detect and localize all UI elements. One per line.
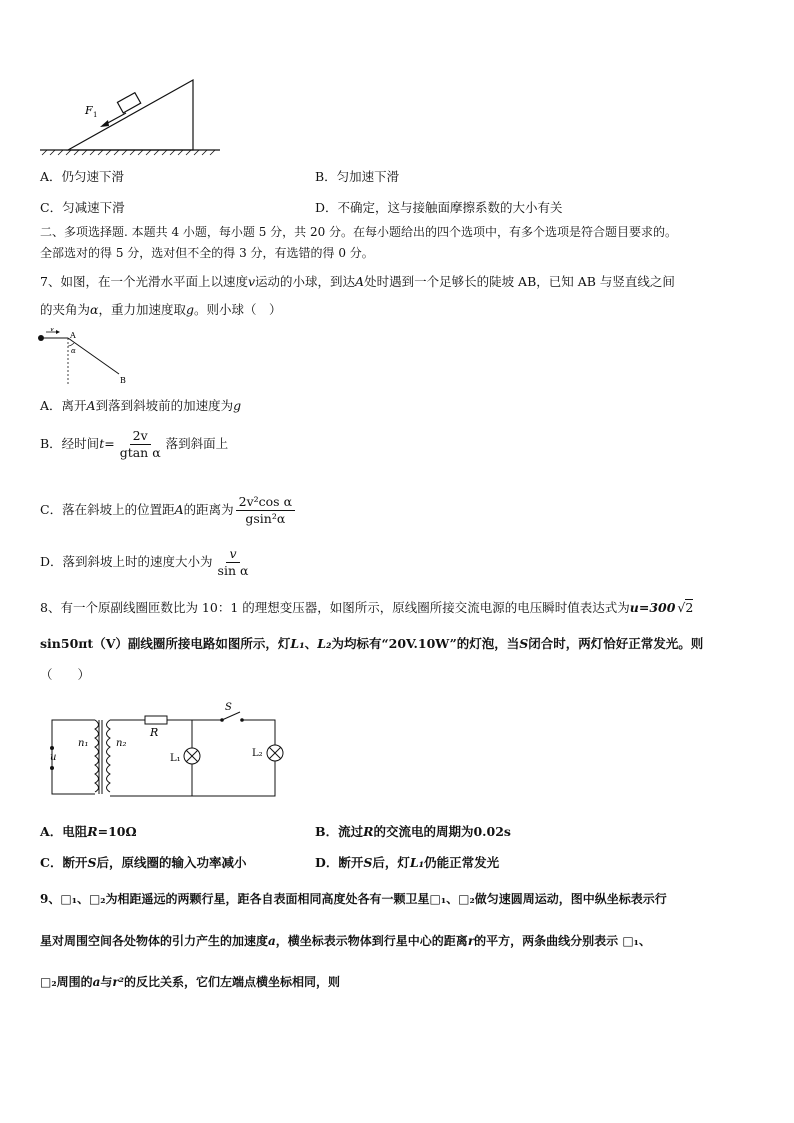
q7-option-d: D．落到斜坡上时的速度大小为 $\frac{v}{\text{sin α}}$ <box>40 546 253 579</box>
resistor-r <box>145 716 167 724</box>
q7-stem-line1: 7、如图，在一个光滑水平面上以速度v运动的小球，到达A处时遇到一个足够长的陡坡 AB，已知 AB 与竖直线之间 <box>40 274 675 289</box>
q6-option-c: C．匀减速下滑 <box>40 200 125 215</box>
q7-stem-line2: 的夹角为α，重力加速度取g。则小球（ ） <box>40 302 282 317</box>
terminal-bottom <box>50 766 54 770</box>
alpha-label: α <box>71 347 76 355</box>
q8-stem-line1: 8、有一个原副线圈匝数比为 10：1 的理想变压器，如图所示，原线圈所接交流电源的电压瞬时值表达式为u=300 √2 <box>40 600 694 615</box>
q8-stem-line3: （ ） <box>40 667 91 682</box>
switch-s <box>222 712 240 720</box>
point-b-label: B <box>120 376 126 385</box>
q7-slope-figure <box>36 328 136 386</box>
force-arrowhead <box>100 120 109 127</box>
q8-option-b: B．流过R的交流电的周期为0.02s <box>315 824 511 839</box>
n2-label: n₂ <box>116 738 127 749</box>
terminal-top <box>50 746 54 750</box>
q9-stem-line1: 9、□₁、□₂为相距遥远的两颗行星，距各自表面相同高度处各有一颗卫星□₁、□₂做匀速圆周运动，图中纵坐标表示行 <box>40 892 667 906</box>
point-a-label: A <box>70 331 76 340</box>
q8-option-a: A．电阻R=10Ω <box>40 824 137 839</box>
primary-coil <box>95 720 99 792</box>
n1-label: n₁ <box>78 738 89 749</box>
incline-figure <box>30 70 220 160</box>
q8-option-c: C．断开S后，原线圈的输入功率减小 <box>40 855 247 870</box>
q8-stem-line2: sin50πt（V）副线圈所接电路如图所示，灯L₁、L₂为均标有“20V.10W”的灯泡，当S闭合时，两灯恰好正常发光。则 <box>40 636 704 651</box>
q7-option-c: C．落在斜坡上的位置距A的距离为 $\frac{\text{2v²cos α}}{\text{gsin²α}}$ <box>40 494 297 527</box>
q6-option-b: B．匀加速下滑 <box>315 169 400 184</box>
ground-hatching <box>42 150 215 155</box>
slope-ab <box>68 338 119 374</box>
q9-stem-line3: □₂周围的a与r²的反比关系，它们左端点横坐标相同，则 <box>40 975 340 989</box>
section2-line2: 全部选对的得 5 分，选对但不全的得 3 分，有选错的得 0 分。 <box>40 246 374 260</box>
l1-label: L₁ <box>170 753 181 764</box>
primary-wire <box>52 720 95 794</box>
q7-option-a: A．离开A到落到斜坡前的加速度为g <box>40 398 242 413</box>
section2-line1: 二、多项选择题. 本题共 4 小题，每小题 5 分，共 20 分。在每小题给出的四个选项中，有多个选项是符合题目要求的。 <box>40 225 678 239</box>
secondary-coil <box>107 720 111 792</box>
q6-option-d: D．不确定，这与接触面摩擦系数的大小有关 <box>315 200 563 215</box>
transformer-circuit <box>40 698 310 803</box>
fraction: $\frac{\text{2v²cos α}}{\text{gsin²α}}$ <box>236 494 295 527</box>
ball <box>38 335 44 341</box>
u-label: u <box>50 752 57 763</box>
velocity-arrowhead <box>56 330 60 334</box>
q6-option-a: A．仍匀速下滑 <box>40 169 125 184</box>
block <box>117 93 140 113</box>
force-label-sub: 1 <box>93 111 98 119</box>
fraction: $\frac{v}{\text{sin α}}$ <box>217 546 249 578</box>
q8-option-d: D．断开S后，灯L₁仍能正常发光 <box>315 855 500 870</box>
fraction: $\frac{2v}{\text{gtan α}}$ <box>119 428 161 460</box>
r-label: R <box>150 726 159 739</box>
velocity-label: v <box>50 328 54 333</box>
q7-option-b: B．经时间t= $\frac{2v}{\text{gtan α}}$ 落到斜面上 <box>40 428 229 460</box>
l2-label: L₂ <box>252 748 263 759</box>
angle-arc <box>68 343 74 346</box>
force-label: F <box>85 104 93 117</box>
q9-stem-line2: 星对周围空间各处物体的引力产生的加速度a，横坐标表示物体到行星中心的距离r的平方，两条曲线分别表示 □₁、 <box>40 934 651 948</box>
s-label: S <box>225 702 232 713</box>
